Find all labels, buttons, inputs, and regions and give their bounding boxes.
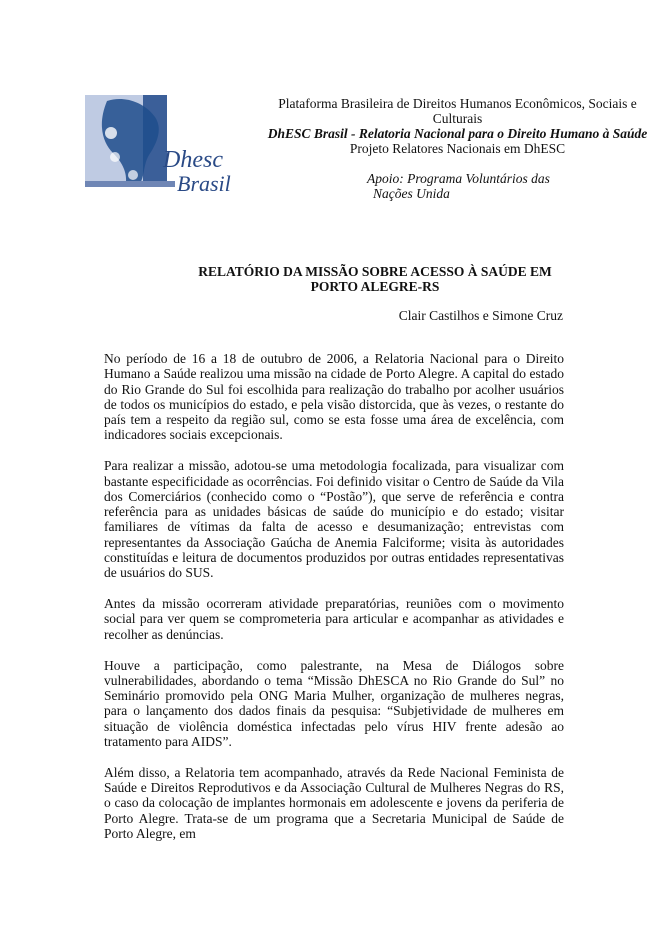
support-note	[367, 171, 597, 201]
header-line-1: Plataforma Brasileira de Direitos Humanos Econômicos, Sociais e	[278, 96, 637, 111]
document-body	[104, 351, 564, 857]
header-line-4: Projeto Relatores Nacionais em DhESC	[349, 141, 566, 156]
document-title	[160, 264, 590, 294]
paragraph: Para realizar a missão, adotou-se uma metodologia focalizada, para visualizar com bastante especificidade as ocorrências. Foi definido visitar o Centro de Saúde da Vila dos Comerciários (conhecido como o “Postão”), que serve de referência e contra referência para as unidades básicas de saúde do município e do estado; visitar familiares de vítimas da falta de acesso e desumanização; entrevistas com representantes da Associação Gaúcha de Anemia Falciforme; visita às autoridades constituídas e leitura de documentos produzidos por outras entidades representativas de usuários do SUS.	[104, 458, 564, 581]
support-line-2: Nações Unida	[373, 186, 450, 201]
logo-text-dhesc: Dhesc	[163, 147, 223, 173]
header-line-3: DhESC Brasil - Relatoria Nacional para o Direito Humano à Saúde	[267, 126, 648, 141]
logo-text-brasil: Brasil	[177, 171, 231, 196]
paragraph: Além disso, a Relatoria tem acompanhado, através da Rede Nacional Feminista de Saúde e Direitos Reprodutivos e da Associação Cultural de Mulheres Negras do RS, o caso da colocação de implantes hormonais em adolescente e jovens da periferia de Porto Alegre. Trata-se de um programa que a Secretaria Municipal de Saúde de Porto Alegre, em	[104, 764, 564, 842]
paragraph: No período de 16 a 18 de outubro de 2006, a Relatoria Nacional para o Direito Humano a Saúde realizou uma missão na cidade de Porto Alegre. A capital do estado do Rio Grande do Sul foi escolhida para realização do trabalho por acolher usuários de todos os municípios do estado, e pela visão distorcida, que às vezes, o restante do país tem a respeito da região sul, como se esta fosse uma área de excelência, com indicadores sociais excepcionais.	[104, 351, 564, 443]
paragraph: Antes da missão ocorreram atividade preparatórias, reuniões com o movimento social para ver quem se comprometeria para articular e acompanhar as atividades e recolher as denúncias.	[104, 596, 564, 642]
authors: Clair Castilhos e Simone Cruz	[398, 308, 563, 323]
paragraph: Houve a participação, como palestrante, na Mesa de Diálogos sobre vulnerabilidades, abordando o tema “Missão DhESCA no Rio Grande do Sul” no Seminário promovido pela ONG Maria Mulher, organização de mulheres negras, para o lançamento dos dados finais da pesquisa: “Subjetividade de mulheres em situação de violência doméstica infectadas pelo vírus HIV frente adesão ao tratamento para AIDS”.	[104, 657, 564, 750]
title-line-2: PORTO ALEGRE-RS	[310, 279, 440, 294]
dhesc-logo	[85, 95, 260, 200]
title-line-1: RELATÓRIO DA MISSÃO SOBRE ACESSO À SAÚDE EM	[198, 264, 552, 279]
document-header	[265, 96, 650, 156]
support-line-1: Apoio: Programa Voluntários das	[367, 171, 550, 186]
header-line-2: Culturais	[432, 111, 483, 126]
